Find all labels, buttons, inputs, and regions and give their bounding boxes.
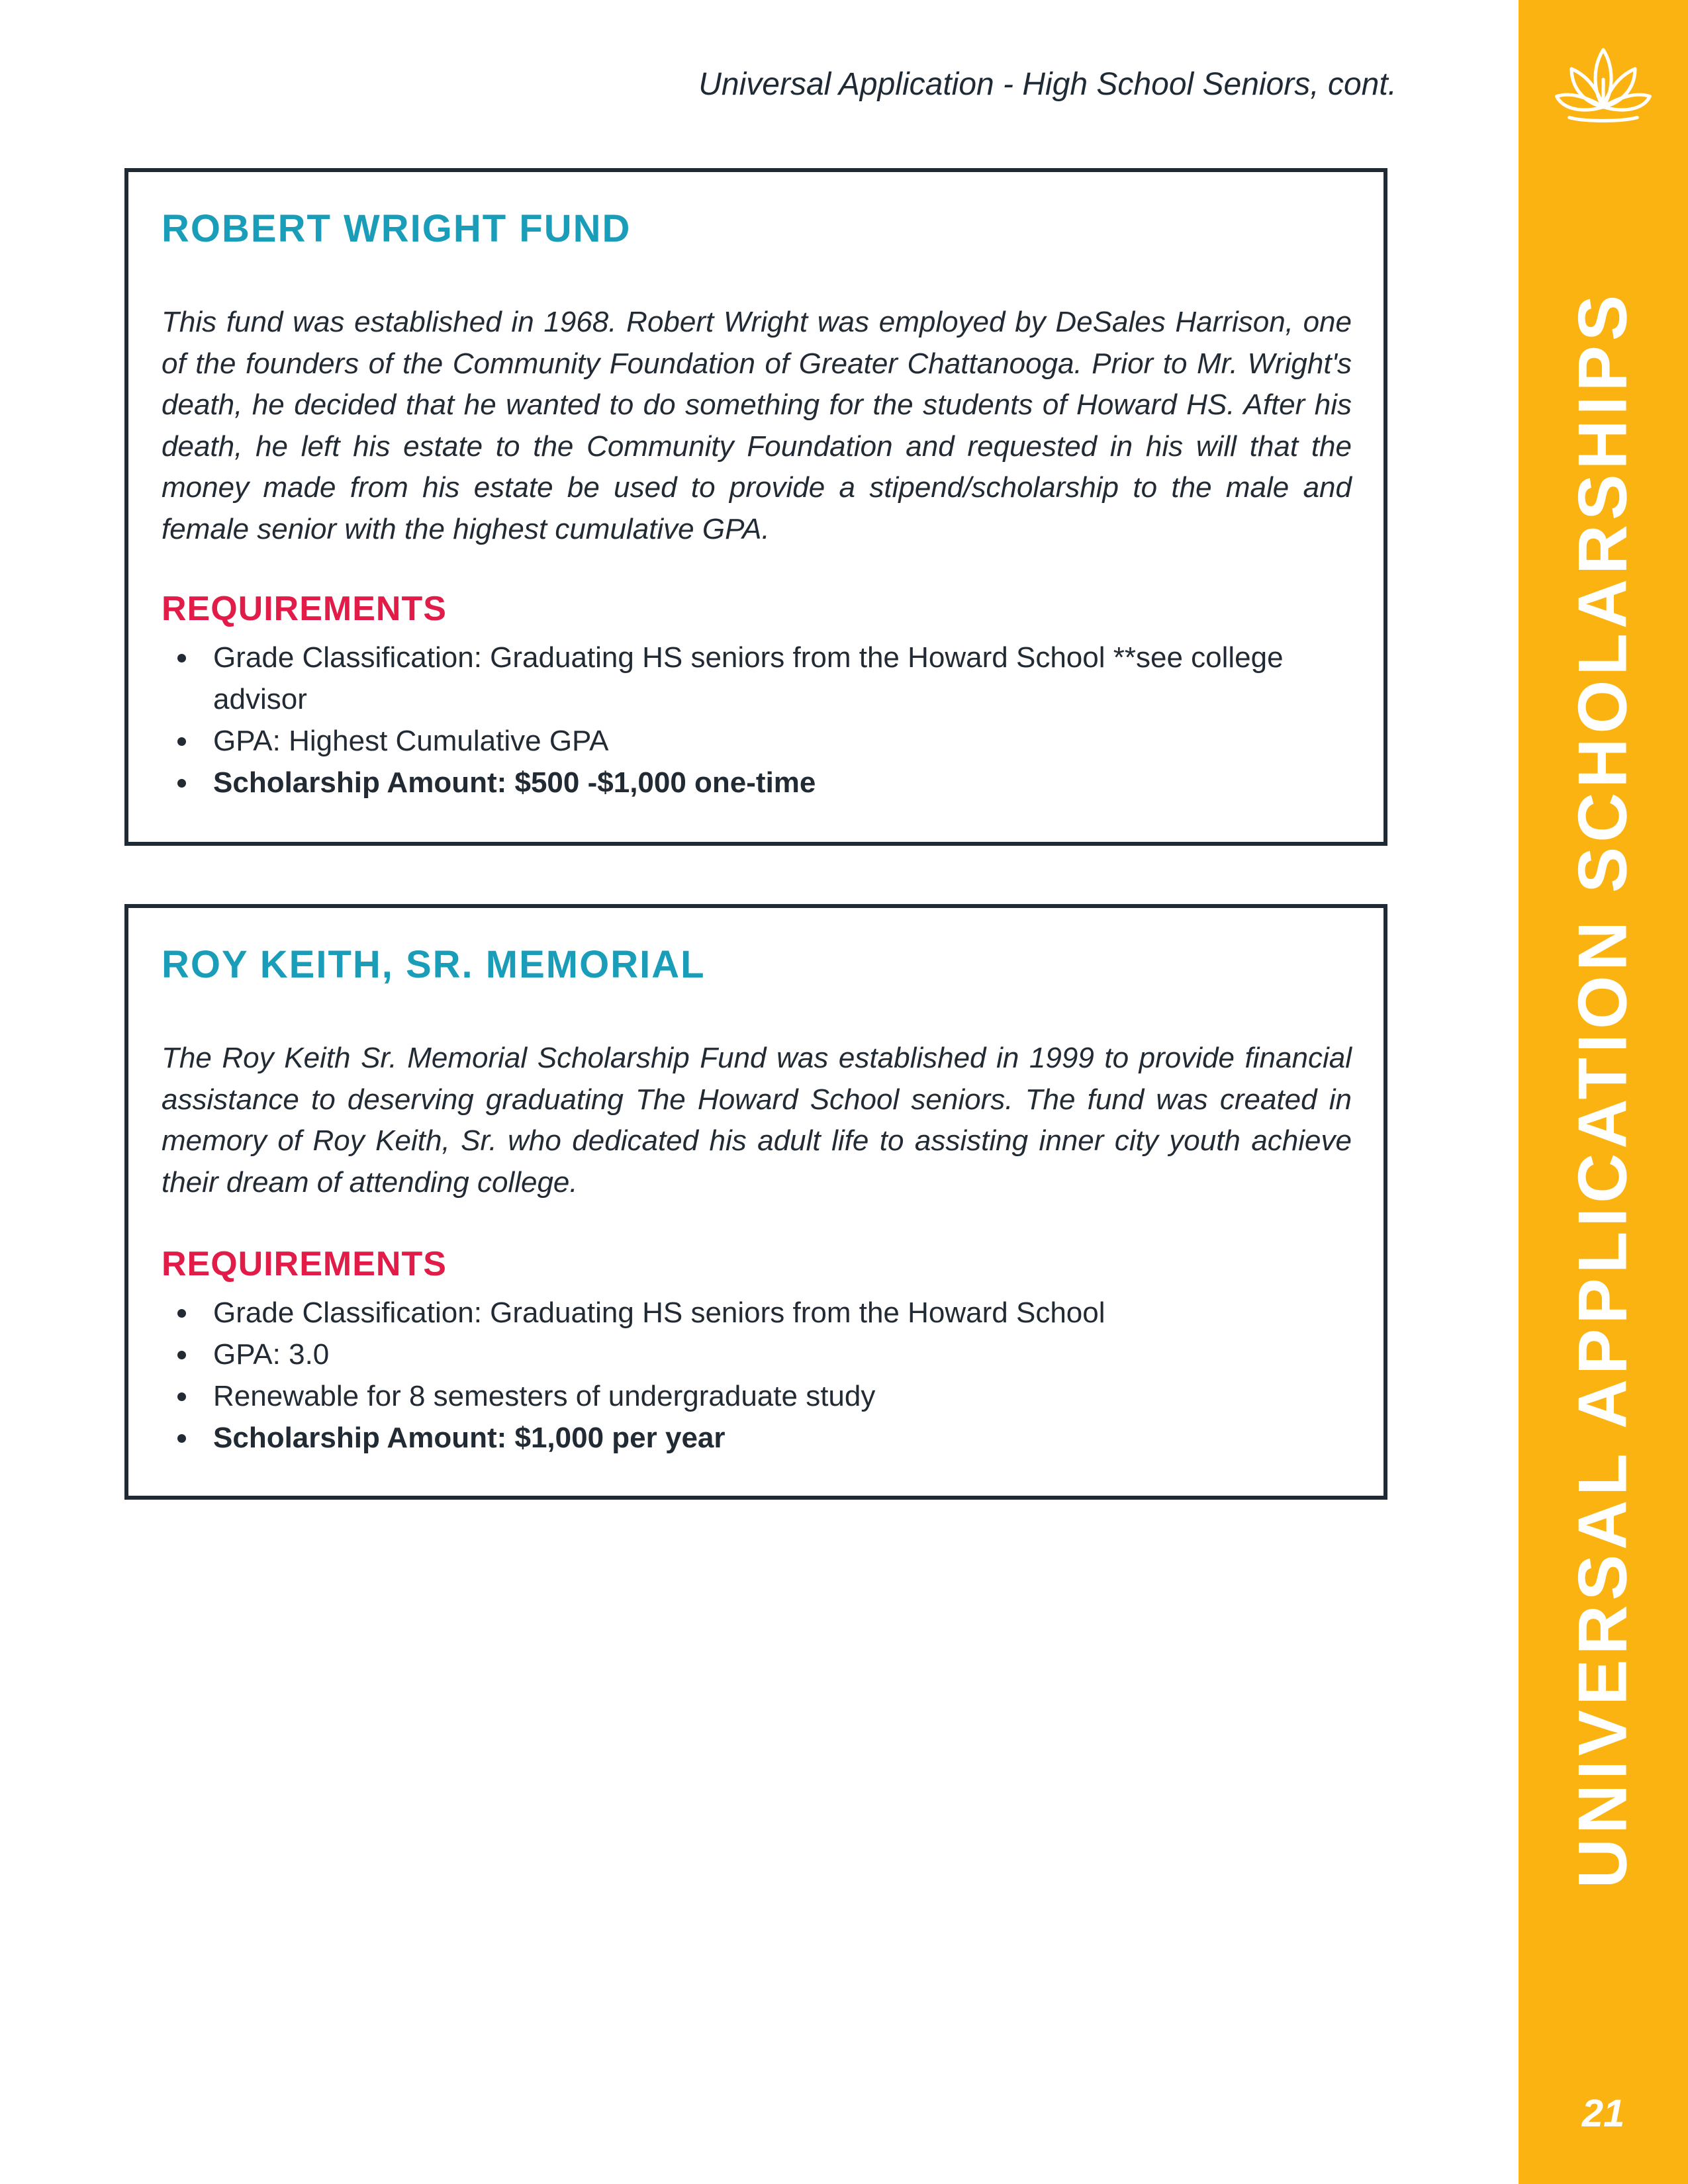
requirement-item-amount: Scholarship Amount: $1,000 per year xyxy=(162,1417,1352,1459)
scholarship-card-robert-wright xyxy=(124,168,1387,846)
page-number: 21 xyxy=(1581,2092,1625,2135)
requirements-heading: REQUIREMENTS xyxy=(162,1245,447,1283)
requirement-item: Grade Classification: Graduating HS seniors from the Howard School xyxy=(162,1292,1352,1334)
requirement-item: Grade Classification: Graduating HS seniors from the Howard School **see college advisor xyxy=(162,637,1352,720)
requirement-item: GPA: Highest Cumulative GPA xyxy=(162,720,1352,762)
scholarship-title: ROBERT WRIGHT FUND xyxy=(162,207,632,250)
section-sidebar xyxy=(1519,0,1688,2184)
scholarship-description: This fund was established in 1968. Robert Wright was employed by DeSales Harrison, one of the founders of the Community Foundation of Greater Chattanooga. Prior to Mr. Wright's death, he decided that he wanted to do something for the students of Howard HS. After his death, he left his estate to the Community Foundation and requested in his will that the money made from his estate be used to provide a stipend/scholarship to the male and female senior with the highest cumulative GPA. xyxy=(162,306,1352,545)
sidebar-section-title: UNIVERSAL APPLICATION SCHOLARSHIPS xyxy=(1564,290,1642,1889)
scholarship-title: ROY KEITH, SR. MEMORIAL xyxy=(162,943,706,986)
requirement-item-amount: Scholarship Amount: $500 -$1,000 one-time xyxy=(162,762,1352,803)
requirement-item: Renewable for 8 semesters of undergraduate study xyxy=(162,1375,1352,1417)
scholarship-description: The Roy Keith Sr. Memorial Scholarship Fund was established in 1999 to provide financial assistance to deserving graduating The Howard School seniors. The fund was created in memory of Roy Keith, Sr. who dedicated his adult life to assisting inner city youth achieve their dream of attending college. xyxy=(162,1042,1352,1199)
requirements-heading: REQUIREMENTS xyxy=(162,590,447,628)
lotus-icon xyxy=(1550,37,1656,143)
scholarship-card-roy-keith xyxy=(124,904,1387,1500)
requirement-item: GPA: 3.0 xyxy=(162,1334,1352,1375)
requirements-list xyxy=(162,1292,1352,1459)
page-header: Universal Application - High School Seniors, cont. xyxy=(698,67,1397,102)
requirements-list xyxy=(162,637,1352,803)
